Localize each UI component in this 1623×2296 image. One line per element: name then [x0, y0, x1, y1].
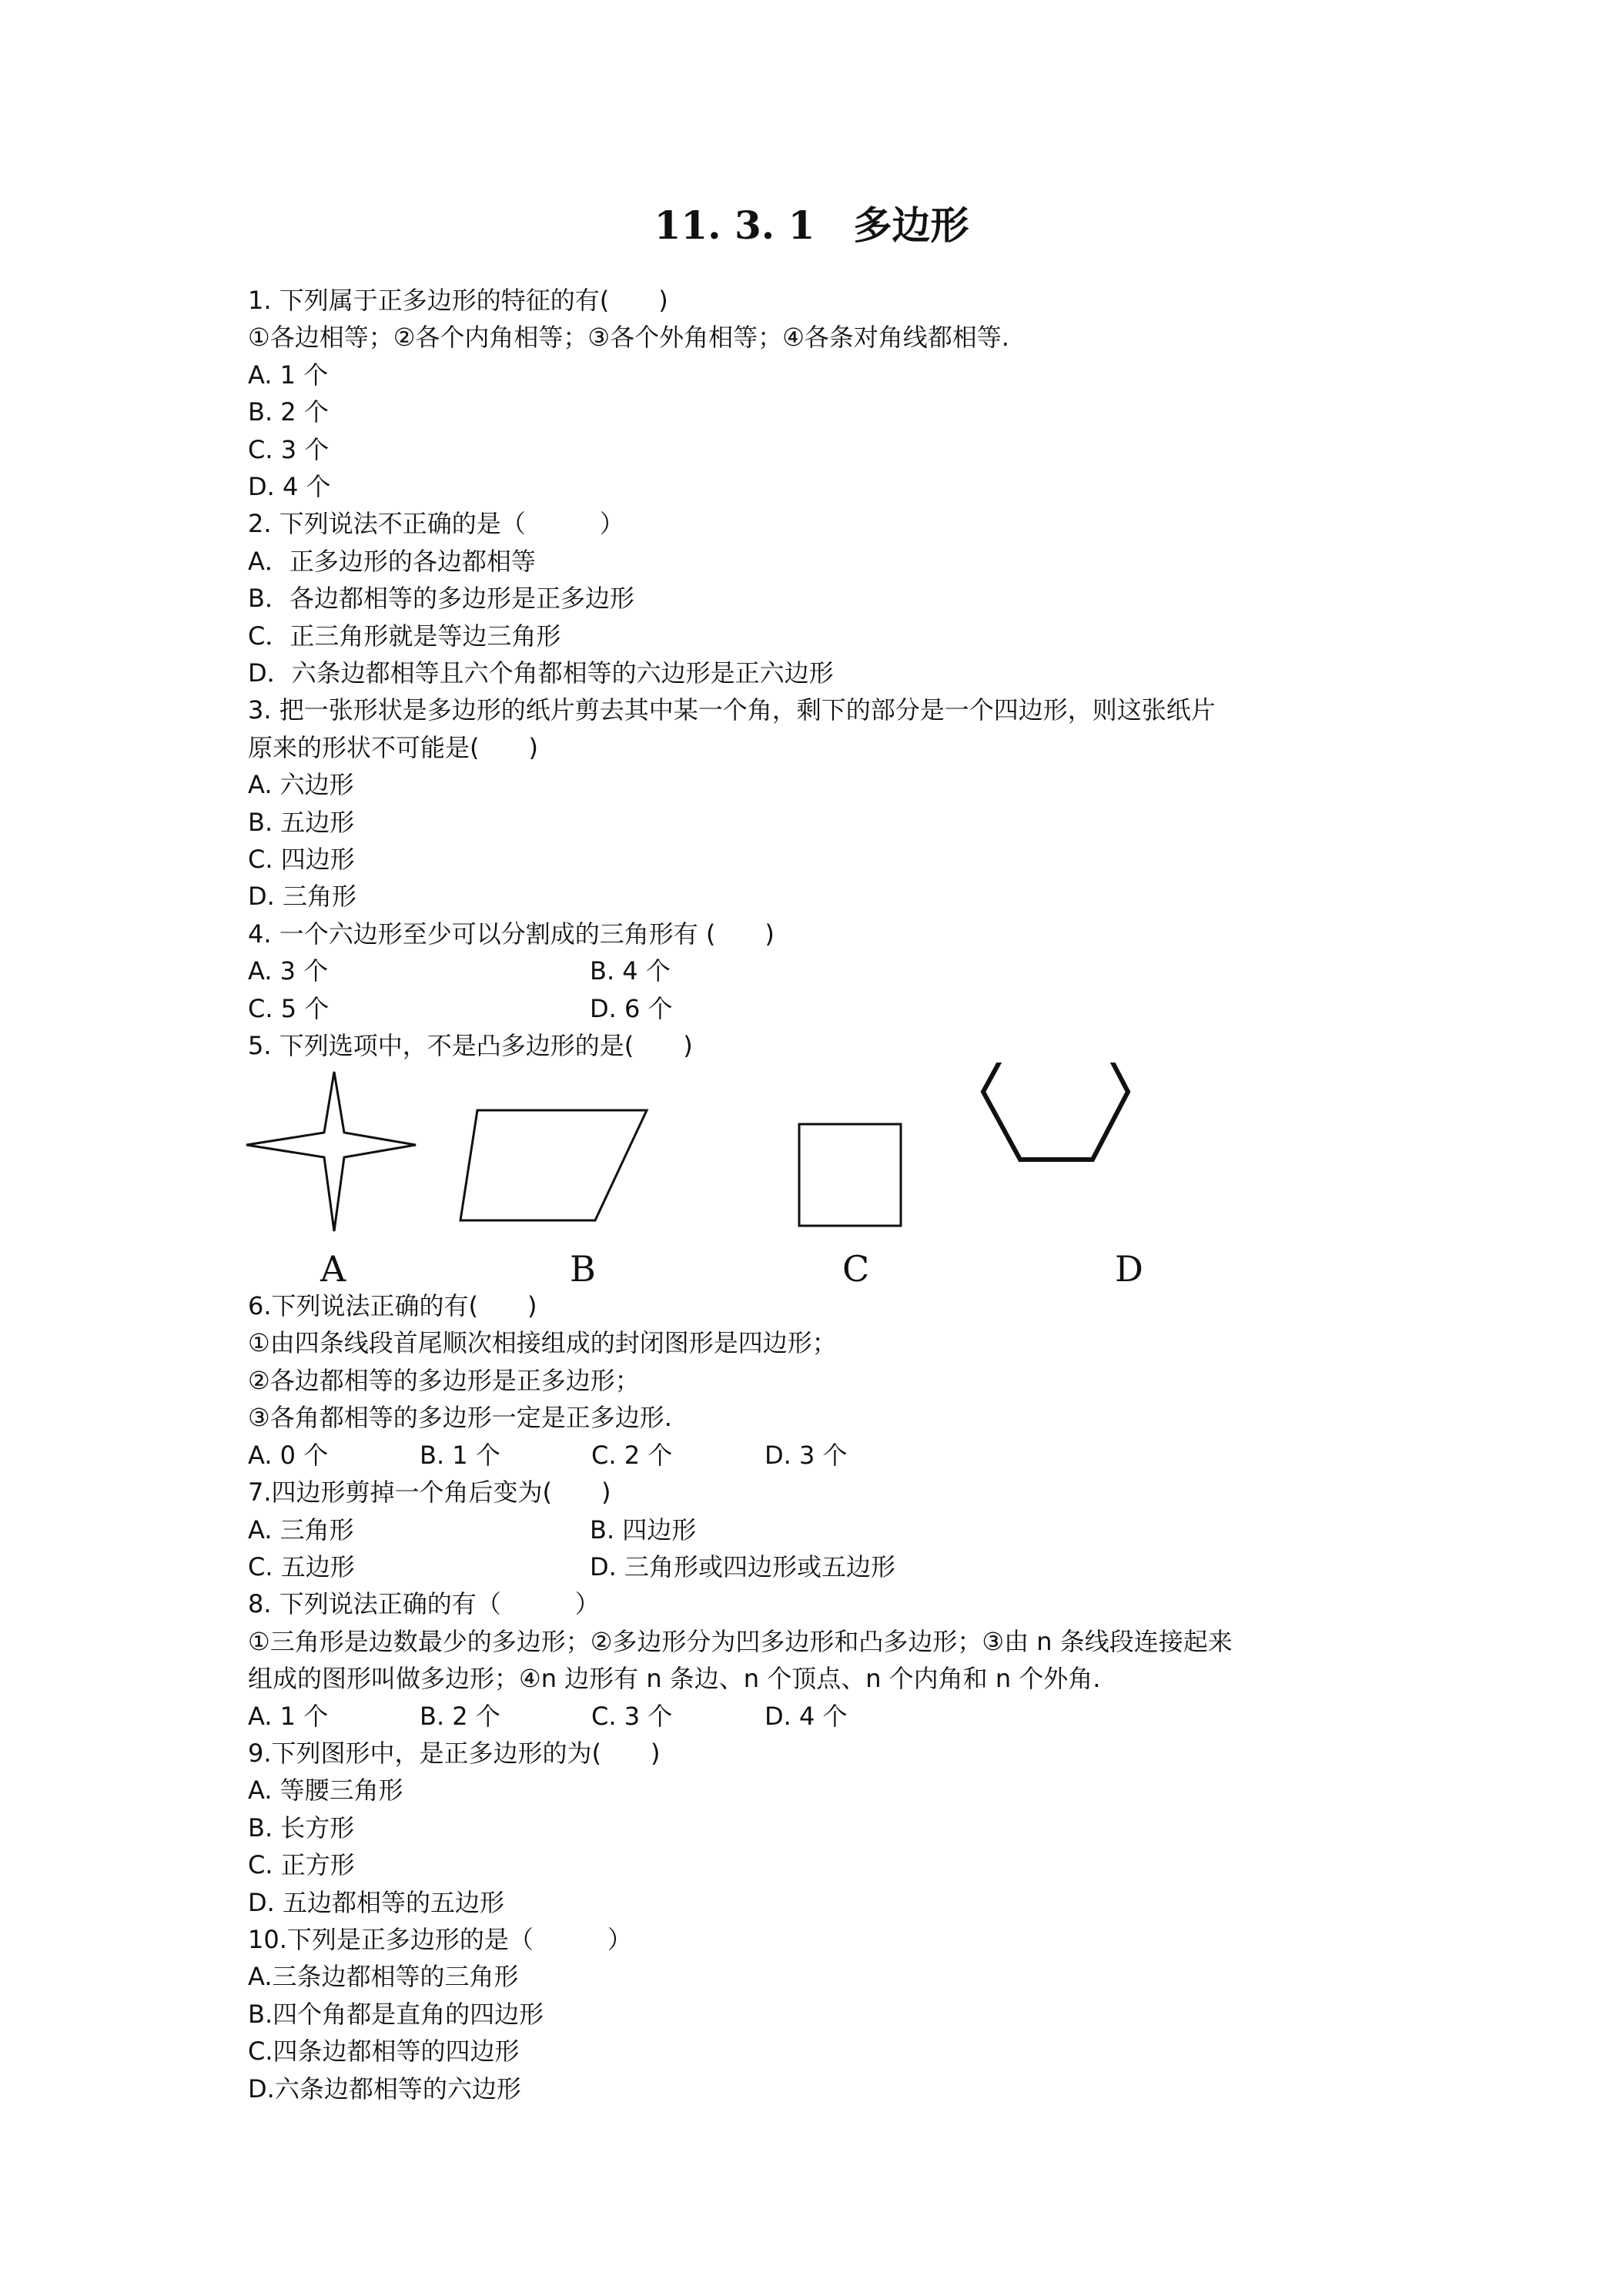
q6-option-d: D. 3 个: [765, 1441, 848, 1470]
q2-option-b: B．各边都相等的多边形是正多边形: [248, 584, 634, 613]
square-shape: [799, 1124, 901, 1226]
q2-option-d: D．六条边都相等且六个角都相等的六边形是正六边形: [248, 658, 834, 688]
q1-note: ①各边相等；②各个内角相等；③各个外角相等；④各条对角线都相等.: [248, 323, 1009, 352]
q1-option-a: A. 1 个: [248, 360, 329, 390]
q4-stem: 4. 一个六边形至少可以分割成的三角形有 ( ): [248, 919, 775, 949]
q4-option-b: B. 4 个: [590, 956, 671, 986]
q7-option-d: D. 三角形或四边形或五边形: [590, 1552, 895, 1581]
q1-option-b: B. 2 个: [248, 397, 329, 427]
q8-option-a: A. 1 个: [248, 1702, 329, 1731]
q6-note-2: ②各边都相等的多边形是正多边形；: [248, 1366, 640, 1395]
q8-stem: 8. 下列说法正确的有（ ）: [248, 1589, 600, 1618]
q1-option-d: D. 4 个: [248, 472, 331, 501]
q8-note-line1: ①三角形是边数最少的多边形；②多边形分为凹多边形和凸多边形；③由 n 条线段连接起来: [248, 1627, 1233, 1656]
q2-option-a: A．正多边形的各边都相等: [248, 547, 536, 576]
q8-note-line2: 组成的图形叫做多边形；④n 边形有 n 条边、n 个顶点、n 个内角和 n 个外角.: [248, 1664, 1101, 1693]
q3-stem-line1: 3. 把一张形状是多边形的纸片剪去其中某一个角，剩下的部分是一个四边形，则这张纸片: [248, 695, 1216, 725]
q8-option-d: D. 4 个: [765, 1702, 848, 1731]
q8-option-c: C. 3 个: [591, 1702, 673, 1731]
q9-stem: 9.下列图形中，是正多边形的为( ): [248, 1739, 661, 1768]
q9-option-b: B. 长方形: [248, 1813, 355, 1842]
q6-note-3: ③各角都相等的多边形一定是正多边形.: [248, 1403, 672, 1432]
q10-stem: 10.下列是正多边形的是（ ）: [248, 1925, 632, 1954]
q7-option-c: C. 五边形: [248, 1552, 355, 1581]
q6-option-c: C. 2 个: [591, 1441, 673, 1470]
parallelogram-shape: [460, 1110, 647, 1220]
q8-option-b: B. 2 个: [420, 1702, 500, 1731]
q1-stem: 1. 下列属于正多边形的特征的有( ): [248, 286, 668, 315]
q9-option-d: D. 五边都相等的五边形: [248, 1888, 504, 1917]
q5-label-c: C: [842, 1248, 870, 1290]
q10-option-a: A.三条边都相等的三角形: [248, 1962, 519, 1991]
q7-stem: 7.四边形剪掉一个角后变为( ): [248, 1478, 611, 1507]
q10-option-c: C.四条边都相等的四边形: [248, 2037, 520, 2066]
q5-label-d: D: [1115, 1248, 1143, 1290]
q5-stem: 5. 下列选项中，不是凸多边形的是( ): [248, 1031, 693, 1060]
q5-figures: [231, 1063, 1232, 1317]
q6-option-b: B. 1 个: [420, 1441, 500, 1470]
q4-option-a: A. 3 个: [248, 956, 329, 986]
q3-option-d: D. 三角形: [248, 882, 356, 911]
q3-stem-line2: 原来的形状不可能是( ): [248, 733, 538, 762]
q3-option-b: B. 五边形: [248, 808, 355, 837]
q9-option-a: A. 等腰三角形: [248, 1776, 403, 1805]
q2-option-c: C．正三角形就是等边三角形: [248, 621, 561, 651]
page-title: 11. 3. 1 多边形: [654, 202, 969, 248]
q7-option-a: A. 三角形: [248, 1515, 354, 1545]
hexagon-shape: [983, 1063, 1128, 1160]
q9-option-c: C. 正方形: [248, 1850, 355, 1879]
four-point-star-shape: [246, 1072, 416, 1231]
q3-option-a: A. 六边形: [248, 770, 354, 799]
q6-option-a: A. 0 个: [248, 1441, 329, 1470]
q6-note-1: ①由四条线段首尾顺次相接组成的封闭图形是四边形；: [248, 1328, 837, 1357]
q4-option-d: D. 6 个: [590, 994, 673, 1023]
q4-option-c: C. 5 个: [248, 994, 330, 1023]
q2-stem: 2. 下列说法不正确的是（ ）: [248, 509, 624, 538]
q1-option-c: C. 3 个: [248, 435, 330, 464]
q5-label-b: B: [570, 1248, 596, 1290]
q7-option-b: B. 四边形: [590, 1515, 697, 1545]
q10-option-d: D.六条边都相等的六边形: [248, 2074, 521, 2104]
q5-label-a: A: [320, 1248, 346, 1290]
q6-stem: 6.下列说法正确的有( ): [248, 1291, 537, 1320]
q10-option-b: B.四个角都是直角的四边形: [248, 2000, 544, 2029]
q3-option-c: C. 四边形: [248, 845, 355, 874]
